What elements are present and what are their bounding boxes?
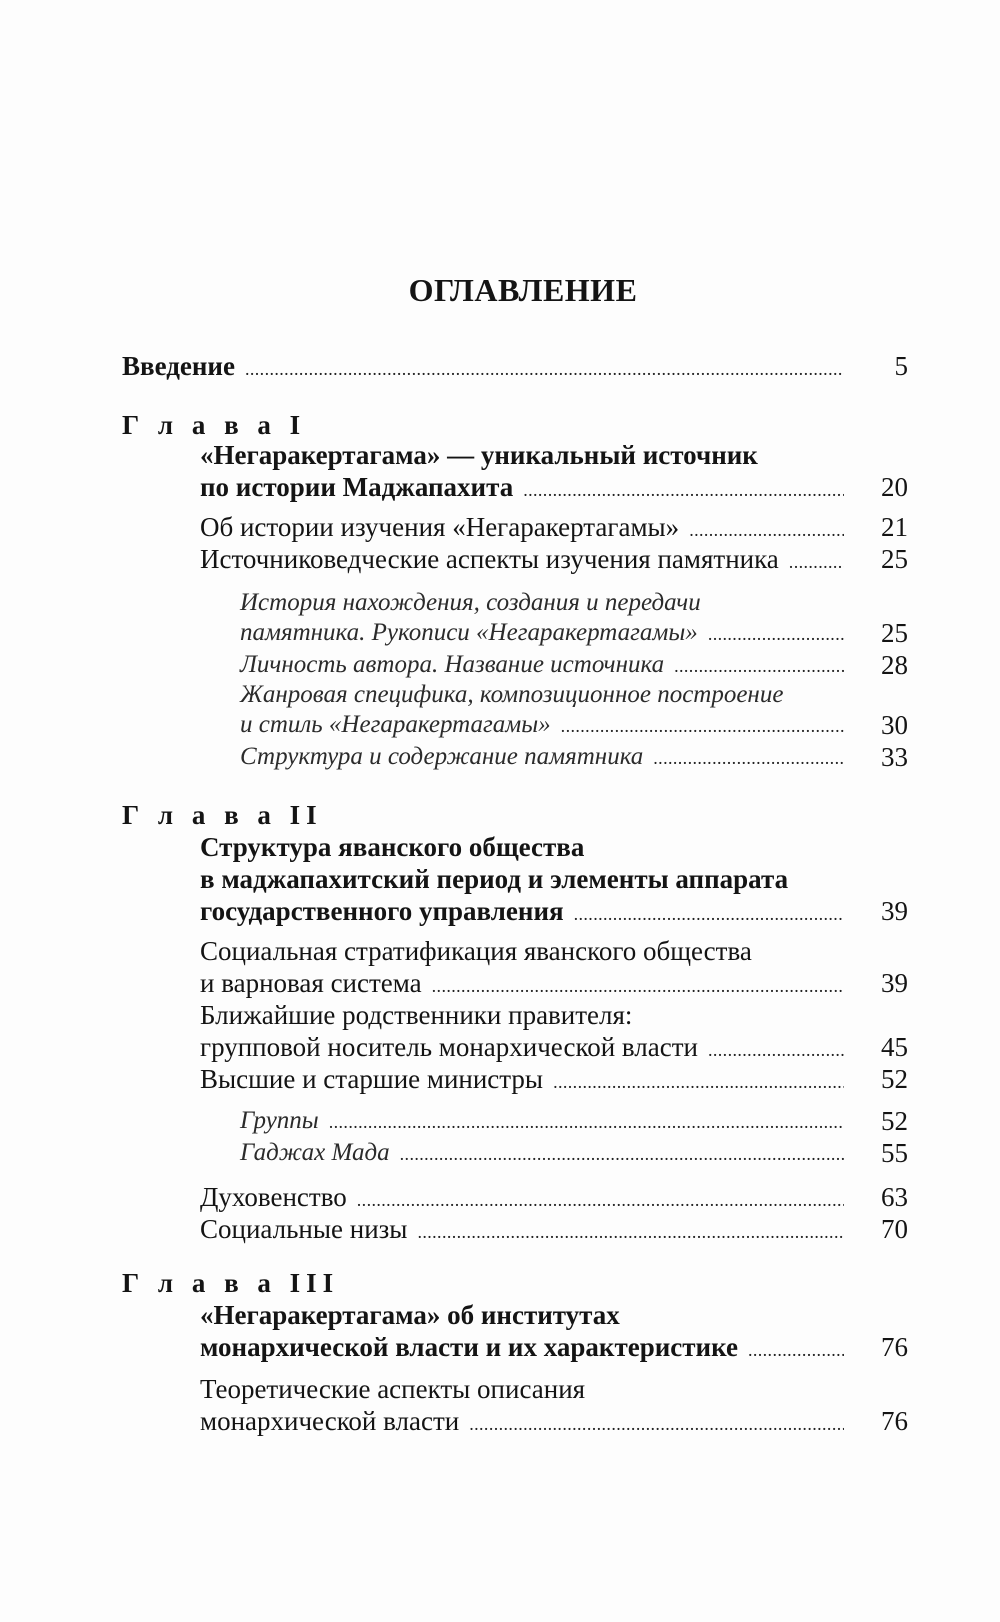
dot-leader [653, 741, 844, 775]
dot-leader [417, 1215, 844, 1249]
toc-entry-label: и стиль «Негаракертагамы» [240, 711, 551, 738]
toc-entry-label: монархической власти [200, 1406, 460, 1436]
page-number: 21 [881, 512, 908, 542]
dot-leader [561, 709, 844, 743]
toc-entry-section[interactable] [200, 1180, 844, 1214]
toc-entry-label: Введение [122, 351, 235, 381]
toc-subentry[interactable] [240, 648, 844, 682]
toc-entry-section[interactable] [200, 966, 844, 1000]
dot-leader [553, 1065, 844, 1099]
chapter-title-line: в маджапахитский период и элементы аппарата [200, 864, 789, 894]
dot-leader [574, 897, 844, 931]
toc-entry-line: Социальная стратификация яванского общества [200, 936, 752, 966]
toc-entry-label: Гаджах Мада [240, 1139, 390, 1166]
toc-entry-line: Ближайшие родственники правителя: [200, 1000, 633, 1030]
chapter-heading-2: Г л а в а II [122, 800, 323, 830]
toc-subentry-line: История нахождения, создания и передачи [240, 589, 701, 616]
dot-leader [469, 1407, 844, 1441]
dot-leader [708, 617, 844, 651]
toc-subentry[interactable] [240, 740, 844, 774]
page-number: 70 [881, 1214, 908, 1244]
page-number: 25 [881, 618, 908, 648]
dot-leader [329, 1105, 844, 1139]
toc-entry-label: и варновая система [200, 968, 422, 998]
page-number: 76 [881, 1406, 908, 1436]
chapter-heading-3: Г л а в а III [122, 1268, 340, 1298]
page-number: 52 [881, 1106, 908, 1136]
toc-entry-section[interactable] [200, 1062, 844, 1096]
toc-entry-label: Группы [240, 1107, 319, 1134]
toc-entry-section[interactable] [200, 1404, 844, 1438]
toc-entry-chapter-2[interactable] [200, 894, 844, 928]
toc-entry-label: государственного управления [200, 896, 564, 926]
toc-entry-chapter-3[interactable] [200, 1330, 844, 1364]
toc-entry-section[interactable] [200, 1030, 844, 1064]
page-number: 55 [881, 1138, 908, 1168]
toc-entry-label: Об истории изучения «Негаракертагамы» [200, 512, 680, 542]
page-number: 39 [881, 896, 908, 926]
toc-entry-intro[interactable] [122, 349, 844, 383]
toc-entry-label: памятника. Рукописи «Негаракертагамы» [240, 619, 698, 646]
dot-leader [523, 473, 844, 507]
page-number: 30 [881, 710, 908, 740]
toc-entry-label: Духовенство [200, 1182, 347, 1212]
toc-subentry-line: Жанровая специфика, композиционное построение [240, 681, 784, 708]
chapter-title-line: «Негаракертагама» об институтах [200, 1300, 620, 1330]
toc-entry-label: Социальные низы [200, 1214, 408, 1244]
dot-leader [748, 1333, 844, 1367]
chapter-heading-1: Г л а в а I [122, 410, 307, 440]
page-title: ОГЛАВЛЕНИЕ [408, 272, 638, 308]
page-number: 33 [881, 742, 908, 772]
toc-entry-section[interactable] [200, 1212, 844, 1246]
toc-entry-line: Теоретические аспекты описания [200, 1374, 586, 1404]
toc-entry-chapter-1[interactable] [200, 470, 844, 504]
page-number: 63 [881, 1182, 908, 1212]
page-number: 76 [881, 1332, 908, 1362]
toc-entry-section[interactable] [200, 542, 844, 576]
page-number: 39 [881, 968, 908, 998]
dot-leader [245, 352, 844, 386]
page-number: 5 [894, 351, 908, 381]
page-number: 52 [881, 1064, 908, 1094]
toc-entry-label: Структура и содержание памятника [240, 743, 644, 770]
toc-subentry[interactable] [240, 708, 844, 742]
chapter-title-line: «Негаракертагама» — уникальный источник [200, 440, 758, 470]
toc-entry-label: Источниковедческие аспекты изучения памятника [200, 544, 779, 574]
toc-entry-label: групповой носитель монархической власти [200, 1032, 698, 1062]
toc-entry-section[interactable] [200, 510, 844, 544]
toc-entry-label: Личность автора. Название источника [240, 651, 665, 678]
toc-entry-label: монархической власти и их характеристике [200, 1332, 738, 1362]
page-number: 20 [881, 472, 908, 502]
toc-subentry[interactable] [240, 1136, 844, 1170]
toc-entry-label: Высшие и старшие министры [200, 1064, 544, 1094]
dot-leader [789, 545, 844, 579]
page-number: 28 [881, 650, 908, 680]
page-number: 25 [881, 544, 908, 574]
page-number: 45 [881, 1032, 908, 1062]
chapter-title-line: Структура яванского общества [200, 832, 585, 862]
toc-subentry[interactable] [240, 616, 844, 650]
toc-subentry[interactable] [240, 1104, 844, 1138]
toc-entry-label: по истории Маджапахита [200, 472, 514, 502]
dot-leader [400, 1137, 844, 1171]
